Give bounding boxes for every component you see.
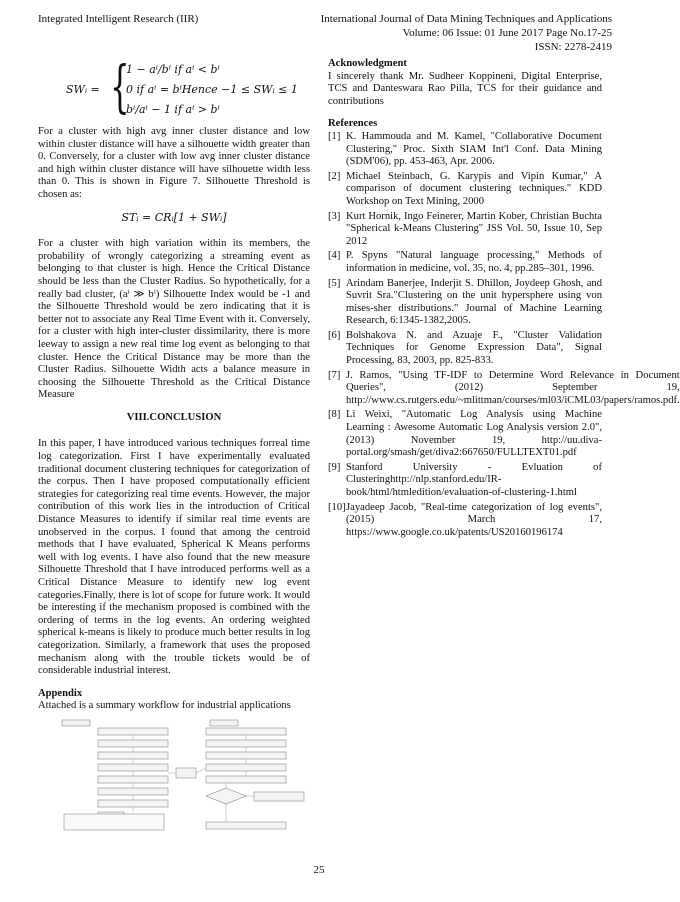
paragraph: For a cluster with high avg inner cluster distance and low within cluster distance will have a silhouette width greater than 0. Conversely, for a cluster with low avg inner cluster distance and high within cluster distance will have silhouette width less than 0. This is shown in Figure 7. Silhouette Threshold is chosen as: bbox=[38, 126, 310, 200]
flow-box bbox=[206, 764, 286, 771]
page-number: 25 bbox=[313, 864, 325, 876]
reference-item bbox=[328, 462, 602, 500]
equation-case-2: 0 if aⁱ = bⁱHence −1 ≤ SWᵢ ≤ 1 bbox=[126, 83, 298, 96]
acknowledgment-heading: Acknowledgment bbox=[328, 58, 407, 69]
flow-box bbox=[98, 788, 168, 795]
reference-number: [5] bbox=[328, 277, 341, 289]
reference-item bbox=[328, 278, 602, 328]
reference-number: [3] bbox=[328, 210, 341, 222]
reference-text: Jayadeep Jacob, "Real-time categorization of log events", (2015) March 17, https://www.google.co.uk/patents/US20160196174 bbox=[346, 501, 602, 538]
equation-case-1: 1 − aⁱ/bⁱ if aⁱ < bⁱ bbox=[126, 63, 220, 76]
reference-text: Bolshakova N. and Azuaje F., "Cluster Validation Techniques for Genome Expression Data", Signal Processing, 83, 2003, pp. 825-833. bbox=[346, 329, 602, 367]
reference-number: [8] bbox=[328, 409, 341, 421]
reference-item bbox=[328, 502, 602, 540]
running-header-left: Integrated Intelligent Research (IIR) bbox=[38, 13, 199, 25]
left-column bbox=[38, 55, 310, 713]
reference-list bbox=[328, 130, 680, 539]
references-heading: References bbox=[328, 118, 378, 130]
store-node bbox=[176, 768, 196, 778]
reference-number: [4] bbox=[328, 250, 341, 262]
reference-text: K. Hammouda and M. Kamel, "Collaborative Document Clustering," Proc. Sixth SIAM Int'l Conf. Data Mining (SDM'06), pp. 453-463, Apr. 2006. bbox=[346, 130, 602, 168]
reference-number: [10] bbox=[328, 501, 346, 513]
reference-item bbox=[328, 330, 602, 368]
flow-box bbox=[206, 822, 286, 829]
equation-lhs: SWᵢ = bbox=[66, 83, 100, 96]
reference-text: Michael Steinbach, G. Karypis and Vipin Kumar," A comparison of document clustering techniques." KDD Workshop on Text Mining, 2000 bbox=[346, 170, 602, 207]
flow-box bbox=[254, 792, 304, 801]
appendix-heading: Appendix bbox=[38, 687, 83, 699]
issn: ISSN: 2278-2419 bbox=[534, 41, 612, 53]
decision-node bbox=[206, 788, 246, 804]
reference-text: Arindam Banerjee, Inderjit S. Dhillon, Joydeep Ghosh, and Suvrit Sra."Clustering on the unit hypersphere using von mises-sher distributions." Journal of Machine Learning Research, 6:1345-1382,2005. bbox=[346, 277, 602, 327]
note-box bbox=[64, 814, 164, 830]
flow-box bbox=[98, 776, 168, 783]
reference-number: [7] bbox=[328, 369, 341, 381]
flow-box bbox=[206, 776, 286, 783]
start-node bbox=[210, 720, 238, 726]
flow-box bbox=[98, 740, 168, 747]
running-header-right bbox=[321, 12, 612, 54]
flow-box bbox=[206, 740, 286, 747]
flow-box bbox=[98, 764, 168, 771]
paragraph: For a cluster with high variation within its members, the probability of wrongly categorizing a streaming event as belonging to that cluster is high. Hence the Critical Distance should be less than the Cluster Radius. So hypothetically, for a really bad cluster, (aⁱ ≫ bⁱ) Silhouette Index would be -1 and the Silhouette Threshold would be zero indicating that it is better not to associate any Real Time Event with it. Conversely, for a cluster with high inter-cluster dissimilarity, there is more leeway to assign a new real time log event as belonging to that cluster. Hence the Critical Distance may be more than the Cluster Radius. Silhouette Width acts a balance measure in choosing the Silhouette Threshold as the Critical Distance Measure bbox=[38, 238, 310, 401]
reference-number: [9] bbox=[328, 461, 341, 473]
equation-case-3: bⁱ/aⁱ − 1 if aⁱ > bⁱ bbox=[126, 103, 220, 116]
section-heading: VIII.CONCLUSION bbox=[126, 411, 222, 423]
reference-text: Stanford University - Evluation of Clusteringhttp://nlp.stanford.edu/IR-book/html/htmledition/evaluation-of-clustering-1.html bbox=[346, 461, 602, 498]
reference-item bbox=[328, 171, 602, 209]
reference-item bbox=[328, 131, 602, 169]
journal-title: International Journal of Data Mining Techniques and Applications bbox=[320, 13, 612, 25]
reference-number: [1] bbox=[328, 130, 341, 142]
flow-box bbox=[98, 800, 168, 807]
appendix-text: Attached is a summary workflow for industrial applications bbox=[38, 700, 291, 712]
reference-text: P. Spyns "Natural language processing," Methods of information in medicine, vol. 35, no. 4, pp.285–301, 1996. bbox=[346, 250, 602, 274]
reference-text: Li Weixi, "Automatic Log Analysis using Machine Learning : Awesome Automatic Log Analysis version 2.0", (2013) November 19, http://uu.diva-portal.org/smash/get/diva2:667650/FULLTEXT01.pdf bbox=[346, 409, 602, 459]
silhouette-equation bbox=[38, 55, 310, 126]
reference-number: [2] bbox=[328, 170, 341, 182]
flow-box bbox=[206, 752, 286, 759]
reference-item bbox=[328, 211, 602, 249]
flow-box bbox=[98, 752, 168, 759]
reference-number: [6] bbox=[328, 329, 341, 341]
equation-brace: { bbox=[110, 55, 130, 120]
reference-item bbox=[328, 369, 680, 408]
workflow-diagram bbox=[58, 718, 310, 838]
reference-item bbox=[328, 409, 602, 459]
reference-item bbox=[328, 250, 602, 275]
workflow-figure bbox=[58, 718, 310, 838]
conclusion-paragraph: In this paper, I have introduced various techniques forreal time log categorization. First I have experimentally evaluated traditional document clustering techniques for categorization of the corpus. Then I have proposed computationally efficient strategies for categorizing real time events. However, the major contribution of this work lies in the introduction of Critical Distance Measures to identify if similar real time events are unobserved in the corpus. I found that among the centroid methods that I have evaluated, Spherical K Means performs well with log events. I have also found that the new measure Silhouette Threshold that I have introduced performs well as a Critical Distance Measure to identify new log event categories.Finally, there is lot of scope for future work. It would be interesting if the mechanism proposed is combined with the ordering of terms in the log events. An ordering weighted spherical k-means is likely to produce much better results in log categorization. Similarly, a framework that uses the proposed mechanism along with the trouble tickets would be of considerable industrial interest. bbox=[38, 438, 310, 677]
acknowledgment-text: I sincerely thank Mr. Sudheer Koppineni, Digital Enterprise, TCS and Danteswara Rao Pilla, TCS for their guidance and contributions bbox=[328, 70, 602, 107]
start-node bbox=[62, 720, 90, 726]
reference-text: J. Ramos, "Using TF-IDF to Determine Word Relevance in Document Queries", (2012) September 19, http://www.cs.rutgers.edu/~mlittman/courses/ml03/iCML03/papers/ramos.pdf. bbox=[346, 369, 680, 406]
right-column bbox=[328, 58, 680, 541]
volume-issue: Volume: 06 Issue: 01 June 2017 Page No.17-25 bbox=[402, 27, 612, 39]
reference-text: Kurt Hornik, Ingo Feinerer, Martin Kober, Christian Buchta "Spherical k-Means Clustering" JSS Vol. 50, Issue 10, Sep 2012 bbox=[346, 210, 602, 247]
threshold-equation: STᵢ = CRᵢ[1 + SWᵢ] bbox=[121, 210, 227, 224]
flow-box bbox=[206, 728, 286, 735]
flow-box bbox=[98, 728, 168, 735]
